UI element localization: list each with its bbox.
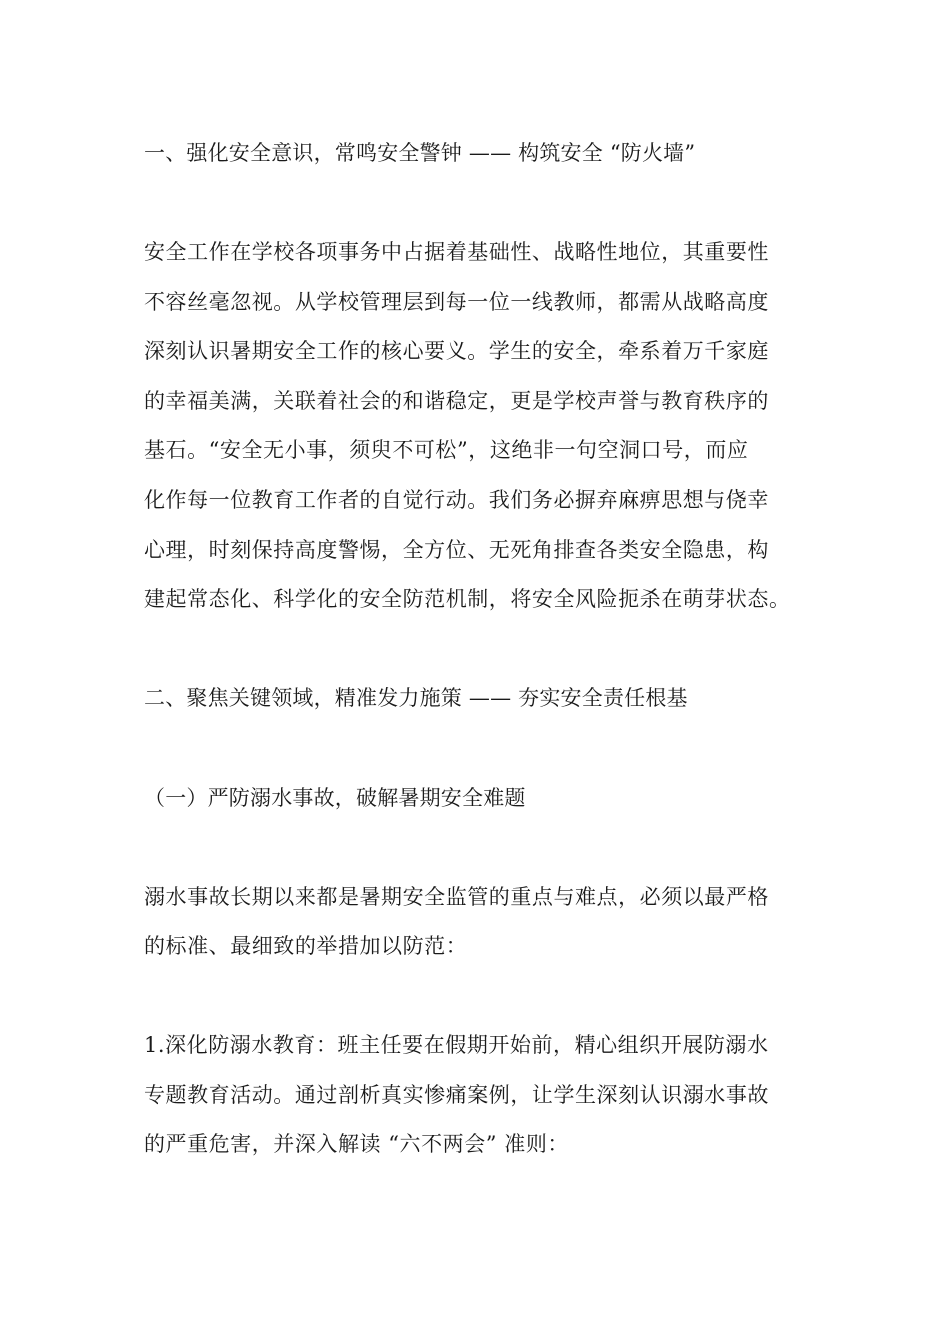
paragraph-line: 的严重危害，并深入解读 “六不两会” 准则： bbox=[144, 1132, 569, 1156]
paragraph-line: 心理，时刻保持高度警惕，全方位、无死角排查各类安全隐患，构 bbox=[144, 538, 769, 562]
paragraph-line: 的标准、最细致的举措加以防范： bbox=[144, 934, 468, 958]
paragraph-line: 深刻认识暑期安全工作的核心要义。学生的安全，牵系着万千家庭 bbox=[144, 339, 769, 363]
paragraph-line: 专题教育活动。通过剖析真实惨痛案例，让学生深刻认识溺水事故 bbox=[144, 1083, 769, 1107]
paragraph-line: 不容丝毫忽视。从学校管理层到每一位一线教师，都需从战略高度 bbox=[144, 290, 769, 314]
paragraph-line: 溺水事故长期以来都是暑期安全监管的重点与难点，必须以最严格 bbox=[144, 885, 769, 909]
paragraph-line: 基石。“安全无小事，须臾不可松”，这绝非一句空洞口号，而应 bbox=[144, 438, 749, 462]
paragraph-line: 1.深化防溺水教育：班主任要在假期开始前，精心组织开展防溺水 bbox=[144, 1033, 769, 1057]
section-heading-2: 二、聚焦关键领域，精准发力施策 —— 夯实安全责任根基 bbox=[144, 686, 688, 710]
section-heading-1: 一、强化安全意识，常鸣安全警钟 —— 构筑安全 “防火墙” bbox=[144, 141, 696, 165]
subsection-heading-1: （一）严防溺水事故，破解暑期安全难题 bbox=[144, 786, 526, 810]
paragraph-line: 建起常态化、科学化的安全防范机制，将安全风险扼杀在萌芽状态。 bbox=[144, 587, 791, 611]
paragraph-line: 安全工作在学校各项事务中占据着基础性、战略性地位，其重要性 bbox=[144, 240, 769, 264]
paragraph-line: 化作每一位教育工作者的自觉行动。我们务必摒弃麻痹思想与侥幸 bbox=[144, 488, 769, 512]
paragraph-line: 的幸福美满，关联着社会的和谐稳定，更是学校声誉与教育秩序的 bbox=[144, 389, 769, 413]
